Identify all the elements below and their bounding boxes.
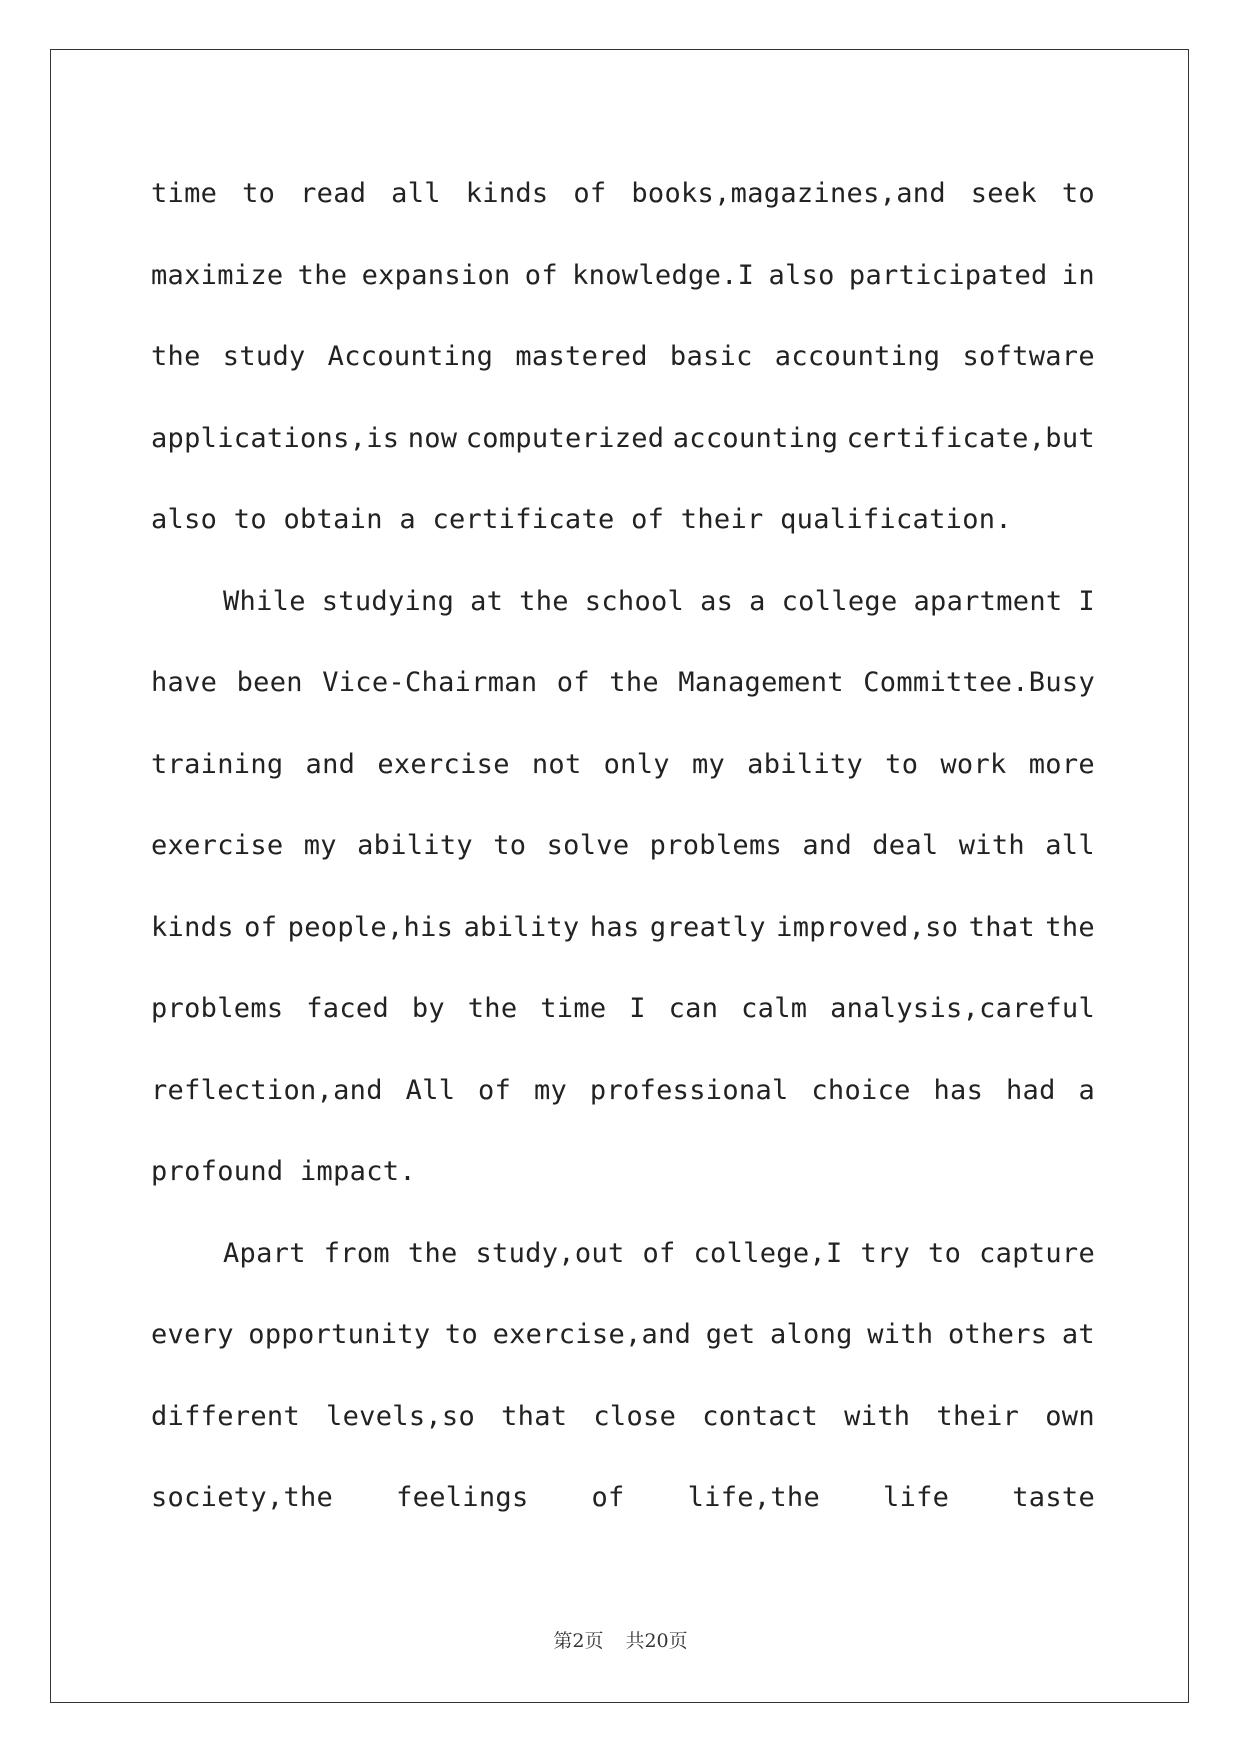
- text-line: also to obtain a certificate of their qualification.: [151, 504, 1012, 535]
- text-line: [151, 1383, 1095, 1465]
- word: computerized: [465, 422, 665, 454]
- text-line: [151, 894, 1095, 976]
- word: ability: [357, 830, 473, 861]
- word: at: [470, 585, 504, 617]
- word: work: [940, 748, 1007, 780]
- word: greatly: [649, 911, 766, 943]
- word: life,the: [687, 1482, 821, 1513]
- word: to: [493, 830, 527, 861]
- word: ability: [747, 748, 864, 780]
- word: of: [478, 1074, 512, 1106]
- text-line: [151, 568, 1095, 650]
- word: along: [769, 1319, 853, 1350]
- word: with: [958, 830, 1025, 861]
- word: and: [802, 830, 852, 861]
- word: professional: [589, 1074, 789, 1106]
- word: people,his: [287, 911, 454, 943]
- word: applications,is: [151, 422, 400, 454]
- word: opportunity: [248, 1319, 431, 1350]
- text-line: [151, 649, 1095, 731]
- word: time: [151, 178, 218, 209]
- word: as: [700, 585, 734, 617]
- text-line: profound impact.: [151, 1156, 416, 1187]
- word: has: [589, 911, 640, 943]
- word: school: [584, 585, 685, 617]
- word: and: [305, 748, 356, 780]
- word: study,out: [475, 1237, 625, 1269]
- word: taste: [1012, 1482, 1095, 1513]
- word: accounting: [672, 422, 839, 454]
- text-line: [151, 1301, 1095, 1383]
- word: to: [928, 1237, 962, 1269]
- word: the: [467, 993, 518, 1024]
- page-total-label: 共20页: [625, 1630, 688, 1652]
- word: feelings: [396, 1482, 529, 1513]
- word: try: [860, 1237, 911, 1269]
- text-line: [151, 405, 1095, 487]
- word: more: [1028, 748, 1095, 780]
- text-line: [151, 160, 1095, 242]
- word: Committee.Busy: [863, 667, 1095, 698]
- word: faced: [306, 993, 390, 1024]
- word: problems: [151, 993, 284, 1024]
- word: have: [151, 667, 218, 698]
- word: own: [1045, 1400, 1095, 1432]
- word: my: [303, 830, 337, 861]
- word: close: [593, 1400, 677, 1432]
- word: with: [867, 1319, 934, 1350]
- word: college,I: [693, 1237, 843, 1269]
- word: maximize: [151, 259, 284, 291]
- word: calm: [741, 993, 808, 1024]
- word: the: [519, 585, 569, 617]
- text-line: [151, 975, 1095, 1057]
- word: exercise,and: [492, 1319, 692, 1350]
- word: read: [300, 178, 367, 209]
- word: the: [407, 1237, 458, 1269]
- word: every: [151, 1319, 234, 1350]
- word: the: [297, 259, 348, 291]
- word: Apart: [223, 1237, 306, 1269]
- word: of: [573, 178, 607, 209]
- word: Accounting: [327, 341, 494, 372]
- word: the: [609, 667, 659, 698]
- page-footer: [0, 1626, 1241, 1653]
- word: levels,so: [326, 1400, 476, 1432]
- text-line: [151, 812, 1095, 894]
- word: contact: [702, 1400, 819, 1432]
- word: I: [1078, 585, 1095, 617]
- word: mastered: [515, 341, 648, 372]
- word: study: [222, 341, 306, 372]
- word: from: [323, 1237, 390, 1269]
- word: at: [1061, 1319, 1095, 1350]
- word: also: [768, 259, 835, 291]
- word: problems: [649, 830, 783, 861]
- text-line: [151, 1057, 1095, 1139]
- word: others: [947, 1319, 1048, 1350]
- word: solve: [546, 830, 630, 861]
- word: of: [244, 911, 278, 943]
- word: choice: [811, 1074, 911, 1106]
- word: exercise: [377, 748, 510, 780]
- word: While: [223, 585, 306, 617]
- word: kinds: [151, 911, 234, 943]
- word: to: [242, 178, 276, 209]
- word: only: [603, 748, 670, 780]
- word: not: [531, 748, 582, 780]
- word: to: [885, 748, 919, 780]
- word: been: [236, 667, 303, 698]
- word: to: [444, 1319, 479, 1350]
- word: had: [1005, 1074, 1056, 1106]
- word: Management: [678, 667, 844, 698]
- word: has: [933, 1074, 984, 1106]
- text-line: [151, 323, 1095, 405]
- word: that: [968, 911, 1035, 943]
- word: that: [501, 1400, 568, 1432]
- word: knowledge.I: [572, 259, 755, 291]
- word: society,the: [151, 1482, 334, 1513]
- word: I: [629, 993, 646, 1024]
- word: life: [883, 1482, 950, 1513]
- text-line: [151, 1464, 1095, 1546]
- word: a: [1078, 1074, 1095, 1106]
- text-line: [151, 242, 1095, 324]
- word: books,magazines,and: [631, 178, 946, 209]
- word: seek: [970, 178, 1037, 209]
- word: analysis,careful: [830, 993, 1095, 1024]
- word: of: [556, 667, 590, 698]
- word: accounting: [774, 341, 941, 372]
- word: in: [1061, 259, 1095, 291]
- word: deal: [872, 830, 939, 861]
- word: expansion: [361, 259, 511, 291]
- word: by: [411, 993, 445, 1024]
- word: my: [691, 748, 726, 780]
- word: my: [533, 1074, 568, 1106]
- word: of: [591, 1482, 625, 1513]
- word: participated: [848, 259, 1048, 291]
- word: software: [962, 341, 1095, 372]
- text-line: [151, 731, 1095, 813]
- word: get: [705, 1319, 756, 1350]
- word: time: [540, 993, 607, 1024]
- word: different: [151, 1400, 300, 1432]
- word: training: [151, 748, 284, 780]
- word: exercise: [151, 830, 284, 861]
- text-line: [151, 1220, 1095, 1302]
- word: capture: [979, 1237, 1095, 1269]
- word: a: [749, 585, 766, 617]
- word: improved,so: [776, 911, 959, 943]
- word: the: [1045, 911, 1095, 943]
- word: the: [151, 341, 201, 372]
- word: Vice-Chairman: [322, 667, 538, 698]
- word: of: [524, 259, 558, 291]
- page-number-label: 第2页: [553, 1630, 604, 1652]
- word: reflection,and: [151, 1074, 383, 1106]
- word: with: [844, 1400, 911, 1432]
- word: can: [668, 993, 719, 1024]
- word: all: [391, 178, 441, 209]
- word: kinds: [465, 178, 549, 209]
- word: to: [1061, 178, 1095, 209]
- word: ability: [463, 911, 580, 943]
- word: All: [405, 1074, 456, 1106]
- word: of: [642, 1237, 676, 1269]
- word: college: [781, 585, 898, 617]
- word: all: [1045, 830, 1095, 861]
- document-body: [151, 160, 1095, 1546]
- word: basic: [669, 341, 753, 372]
- word: apartment: [913, 585, 1063, 617]
- word: certificate,but: [846, 422, 1095, 454]
- word: now: [407, 422, 458, 454]
- word: studying: [321, 585, 455, 617]
- word: their: [936, 1400, 1020, 1432]
